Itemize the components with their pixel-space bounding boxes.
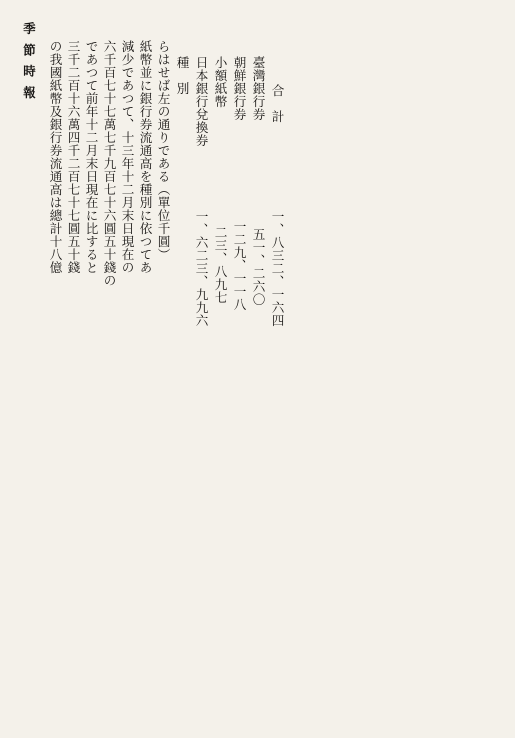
- currency-text-line: 減少であつて、十三年十二月末日現在の: [119, 40, 135, 274]
- currency-table-label: 合 計: [269, 84, 285, 123]
- currency-text-line: らはせば左の通りである（單位千圓）: [155, 40, 171, 261]
- currency-text-line: 紙幣並に銀行券流通高を種別に依つてあ: [137, 40, 153, 274]
- running-header: 季節時報: [21, 22, 37, 108]
- currency-table-label: 朝鮮銀行券: [231, 56, 247, 121]
- currency-text-line: 三千二百十六萬四千二百七十七圓五十錢: [65, 40, 81, 274]
- currency-table-value: 二三、八九七: [212, 226, 228, 304]
- currency-table-value: 一、六二三、九九六: [193, 210, 209, 327]
- currency-table-value: 一二九、一一八: [231, 220, 247, 311]
- currency-table-value: 一、八三二、一六四: [269, 210, 285, 327]
- currency-text-line: 六千百七十七萬七千九百七十六圓五十錢の: [101, 40, 117, 287]
- currency-table-value: 五一、二六〇: [250, 228, 266, 306]
- currency-text-line: であつて前年十二月末日現在に比すると: [83, 40, 99, 274]
- currency-text-line: の我國紙幣及銀行券流通高は總計十八億: [47, 40, 63, 274]
- currency-table-label: 小額紙幣: [212, 56, 228, 108]
- currency-table-label: 臺灣銀行券: [250, 56, 266, 121]
- currency-table-label: 日本銀行兌換券: [193, 56, 209, 147]
- currency-table-label: 種 別: [174, 56, 190, 95]
